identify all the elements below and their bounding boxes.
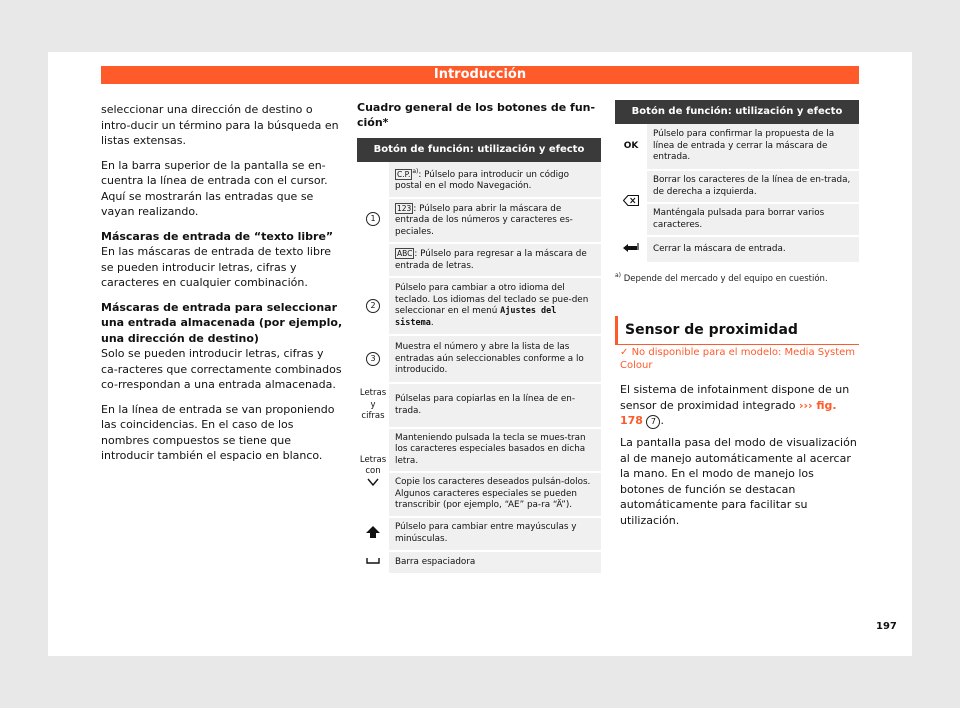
shift-arrow-icon xyxy=(366,526,380,538)
table-key: Letras y cifras xyxy=(357,383,389,428)
table-key xyxy=(357,335,389,383)
paragraph: seleccionar una dirección de destino o intro-ducir un término para la búsqueda en listas extensas. xyxy=(101,103,339,147)
table-cell: Púlselo para cambiar entre mayúsculas y minúsculas. xyxy=(389,517,601,551)
cell-text: Púlselo para cambiar a otro idioma del teclado. Los idiomas del teclado se pue-den seleccionar en el menú xyxy=(395,283,589,317)
footnote-mark: a) xyxy=(615,272,622,279)
availability-note xyxy=(620,346,858,372)
table-cell: Manténgala pulsada para borrar varios caracteres. xyxy=(647,203,859,236)
chevron-down-icon xyxy=(367,478,379,486)
table-key xyxy=(357,517,389,551)
table-cell: Muestra el número y abre la lista de las entradas aún seleccionables conforme a lo introducido. xyxy=(389,335,601,383)
paragraph: En las máscaras de entrada de texto libre se pueden introducir letras, cifras y caracteres en cualquier combinación. xyxy=(101,245,332,289)
function-buttons-table-section xyxy=(357,100,601,573)
table-cell xyxy=(389,198,601,244)
table-header: Botón de función: utilización y efecto xyxy=(615,100,859,124)
function-buttons-table-2-section xyxy=(615,100,859,284)
paragraph: En la línea de entrada se van proponiendo las coincidencias. En el caso de los nombres compuestos se tiene que introducir también el espacio en blanco. xyxy=(101,402,335,462)
table-key xyxy=(357,277,389,335)
table-cell xyxy=(389,243,601,277)
table-key xyxy=(615,170,647,236)
intro-column xyxy=(101,102,343,473)
key-label: Letras con xyxy=(359,454,387,477)
cell-text: : Púlselo para abrir la máscara de entrada de los números y caracteres es-peciales. xyxy=(395,203,573,237)
paragraph: La pantalla pasa del modo de visualización al de manejo automáticamente al acercar la mano. En el modo de manejo los botones de función se destacan automáticamente para facilitar su utilización. xyxy=(620,436,857,527)
table-cell: Copie los caracteres deseados pulsán-dolos. Algunos caracteres especiales se pueden transcribir (por ejemplo, “AE” pa-ra “Ä”). xyxy=(389,472,601,517)
callout-number: 7 xyxy=(646,415,660,429)
table-cell xyxy=(389,162,601,198)
table-title: Cuadro general de los botones de fun-ción* xyxy=(357,101,596,129)
table-cell: Cerrar la máscara de entrada. xyxy=(647,236,859,262)
function-buttons-table xyxy=(357,138,601,573)
table-cell: Manteniendo pulsada la tecla se mues-tran los caracteres especiales basados en dicha letra. xyxy=(389,428,601,473)
page-number: 197 xyxy=(876,621,897,632)
key-label: 123 xyxy=(397,203,412,213)
note-text: No disponible para el modelo: Media System Colour xyxy=(620,347,856,371)
paragraph: Solo se pueden introducir letras, cifras y ca-racteres que correctamente combinados co-rrespondan a una entrada almacenada. xyxy=(101,347,342,391)
table-key xyxy=(357,162,389,277)
paragraph-text: El sistema de infotainment dispone de un sensor de proximidad integrado xyxy=(620,383,850,412)
cell-text: : Púlselo para introducir un código postal en el modo Navegación. xyxy=(395,169,570,192)
figure-link[interactable]: ››› fig. 178 xyxy=(620,398,837,427)
section-heading xyxy=(615,316,862,344)
menu-name: Ajustes del sistema xyxy=(395,306,557,328)
paragraph: En la barra superior de la pantalla se en-cuentra la línea de entrada con el cursor. Aquí se mostrarán las entradas que se vayan realizando. xyxy=(101,158,328,218)
function-buttons-table-2 xyxy=(615,100,859,262)
callout-number: 2 xyxy=(366,299,380,313)
section-title: Sensor de proximidad xyxy=(625,322,798,338)
subheading: Máscaras de entrada de “texto libre” xyxy=(101,229,334,243)
callout-number: 3 xyxy=(366,352,380,366)
table-key xyxy=(357,551,389,573)
table-cell: Púlselo para confirmar la propuesta de la línea de entrada y cerrar la máscara de entrada. xyxy=(647,124,859,170)
table-cell: Borrar los caracteres de la línea de en-trada, de derecha a izquierda. xyxy=(647,170,859,203)
subheading: Máscaras de entrada para seleccionar una entrada almacenada (por ejemplo, una dirección de destino) xyxy=(101,300,343,345)
space-bar-icon xyxy=(366,558,380,564)
paragraph: El sistema de infotainment dispone de un sensor de proximidad integrado ››› fig. 178 7 . xyxy=(620,383,850,427)
table-header: Botón de función: utilización y efecto xyxy=(357,138,601,162)
proximity-sensor-section xyxy=(620,346,858,534)
table-key xyxy=(357,428,389,517)
key-label: C.P. xyxy=(397,169,411,179)
close-input-icon xyxy=(623,242,639,252)
table-key: OK xyxy=(615,124,647,170)
footnote-text: Depende del mercado y del equipo en cuestión. xyxy=(623,273,828,284)
table-cell: Púlselo para cambiar a otro idioma del teclado. Los idiomas del teclado se pue-den seleccionar en el menú Ajustes del sistema. xyxy=(389,277,601,335)
table-cell: Púlselas para copiarlas en la línea de en-trada. xyxy=(389,383,601,428)
callout-number: 1 xyxy=(366,212,380,226)
key-label: ABC xyxy=(397,249,413,259)
page-header: Introducción xyxy=(101,66,859,84)
footnote xyxy=(615,272,859,284)
footnote-mark: a) xyxy=(412,168,419,175)
backspace-icon xyxy=(623,195,639,206)
table-key xyxy=(615,236,647,262)
check-icon: ✓ xyxy=(620,347,629,358)
divider xyxy=(615,344,859,345)
cell-text: : Púlselo para regresar a la máscara de entrada de letras. xyxy=(395,249,587,271)
table-cell: Barra espaciadora xyxy=(389,551,601,573)
